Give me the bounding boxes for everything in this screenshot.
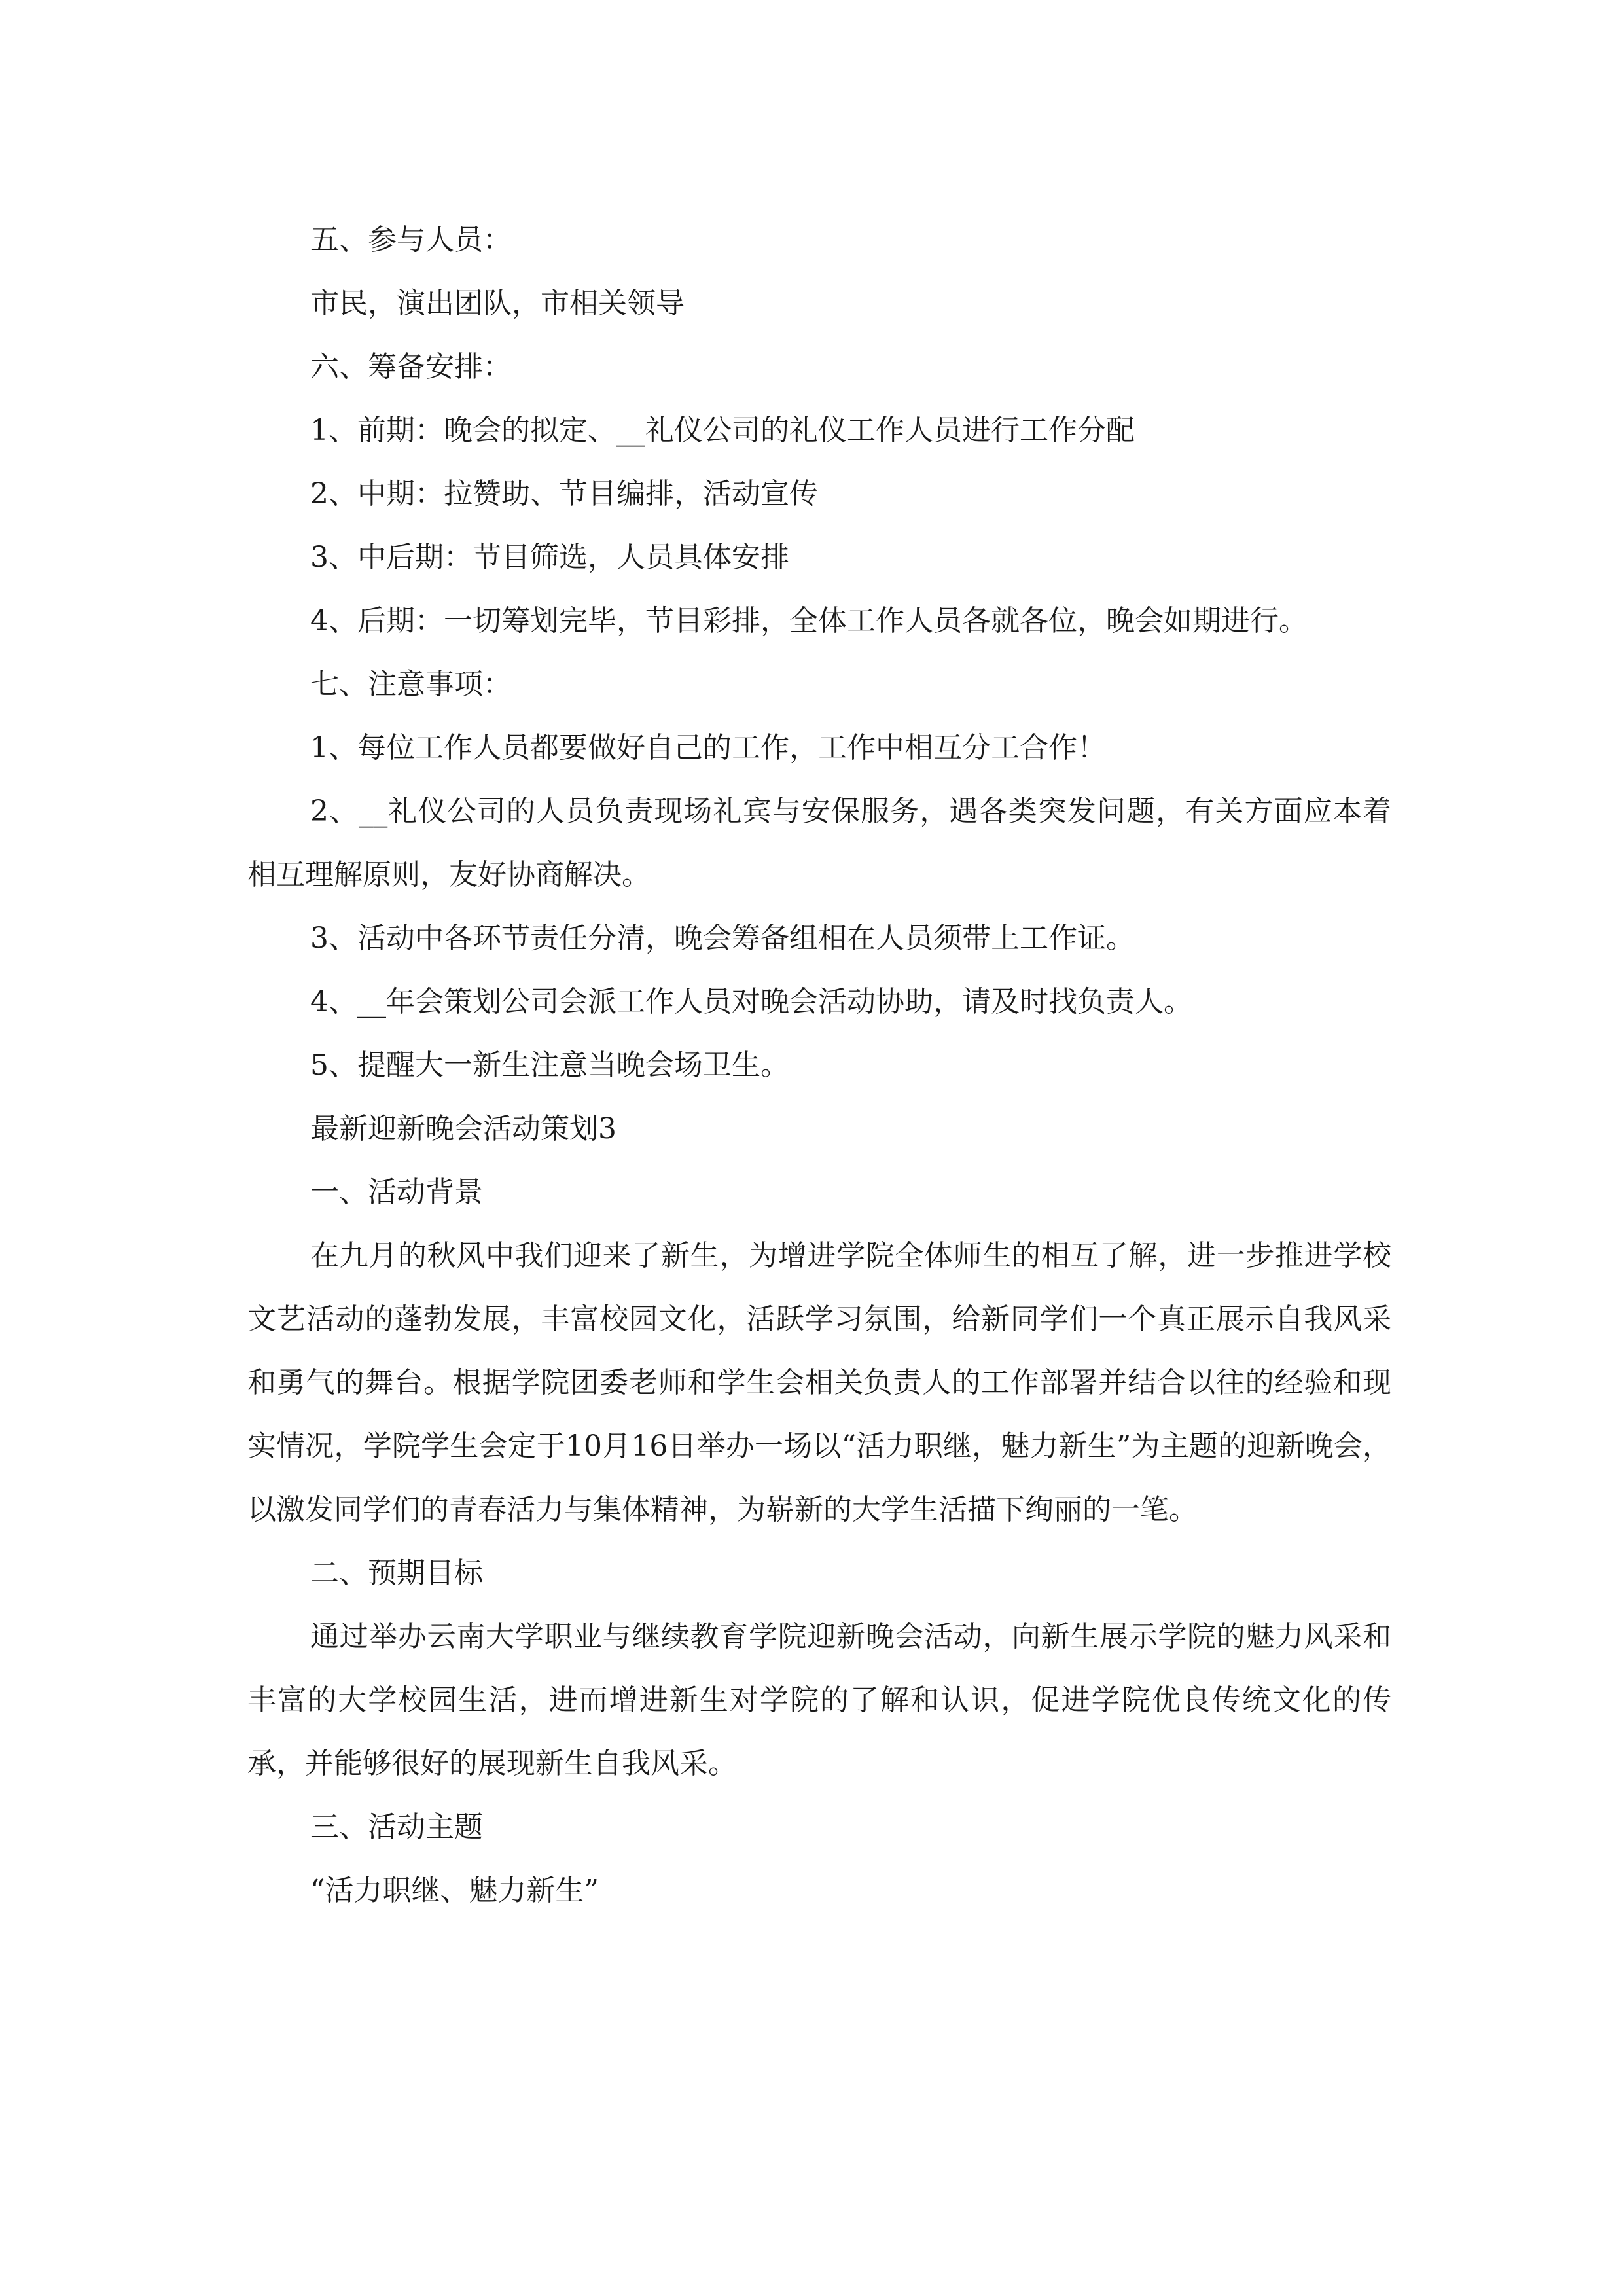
note-item-4: 4、__年会策划公司会派工作人员对晚会活动协助，请及时找负责人。 <box>310 985 1192 1018</box>
note-item-5: 5、提醒大一新生注意当晚会场卫生。 <box>310 1049 789 1082</box>
preparation-item-early: 1、前期：晚会的拟定、__礼仪公司的礼仪工作人员进行工作分配 <box>310 414 1135 447</box>
section-heading-preparation: 六、筹备安排： <box>310 350 512 384</box>
preparation-item-mid-late: 3、中后期：节目筛选，人员具体安排 <box>310 541 789 574</box>
goals-paragraph: 通过举办云南大学职业与继续教育学院迎新晚会活动，向新生展示学院的魅力风采和丰富的大学校园生活，进而增进新生对学院的了解和认识，促进学院优良传统文化的传承，并能够很好的展现新生自我风采。 <box>247 1620 1391 1780</box>
participants-list: 市民，演出团队，市相关领导 <box>310 287 685 320</box>
theme-text: “活力职继、魅力新生” <box>310 1874 599 1907</box>
section-heading-notes: 七、注意事项： <box>310 668 512 701</box>
section-heading-theme: 三、活动主题 <box>310 1810 483 1844</box>
plan-title: 最新迎新晚会活动策划3 <box>310 1112 616 1145</box>
note-item-2: 2、__礼仪公司的人员负责现场礼宾与安保服务，遇各类突发问题，有关方面应本着相互理解原则，友好协商解决。 <box>247 795 1391 891</box>
section-heading-participants: 五、参与人员： <box>310 223 512 257</box>
note-item-3: 3、活动中各环节责任分清，晚会筹备组相在人员须带上工作证。 <box>310 922 1135 955</box>
preparation-item-late: 4、后期：一切筹划完毕，节目彩排，全体工作人员各就各位，晚会如期进行。 <box>310 604 1308 637</box>
section-heading-background: 一、活动背景 <box>310 1175 483 1209</box>
preparation-item-middle: 2、中期：拉赞助、节目编排，活动宣传 <box>310 477 818 511</box>
note-item-1: 1、每位工作人员都要做好自己的工作，工作中相互分工合作！ <box>310 731 1106 764</box>
background-paragraph: 在九月的秋风中我们迎来了新生，为增进学院全体师生的相互了解，进一步推进学校文艺活动的蓬勃发展，丰富校园文化，活跃学习氛围，给新同学们一个真正展示自我风采和勇气的舞台。根据学院团委老师和学生会相关负责人的工作部署并结合以往的经验和现实情况，学院学生会定于10月16日举办一场以“活力职继，魅力新生”为主题的迎新晚会，以激发同学们的青春活力与集体精神，为崭新的大学生活描下绚丽的一笔。 <box>247 1239 1391 1526</box>
document-body <box>247 208 1391 1922</box>
section-heading-goals: 二、预期目标 <box>310 1556 483 1590</box>
